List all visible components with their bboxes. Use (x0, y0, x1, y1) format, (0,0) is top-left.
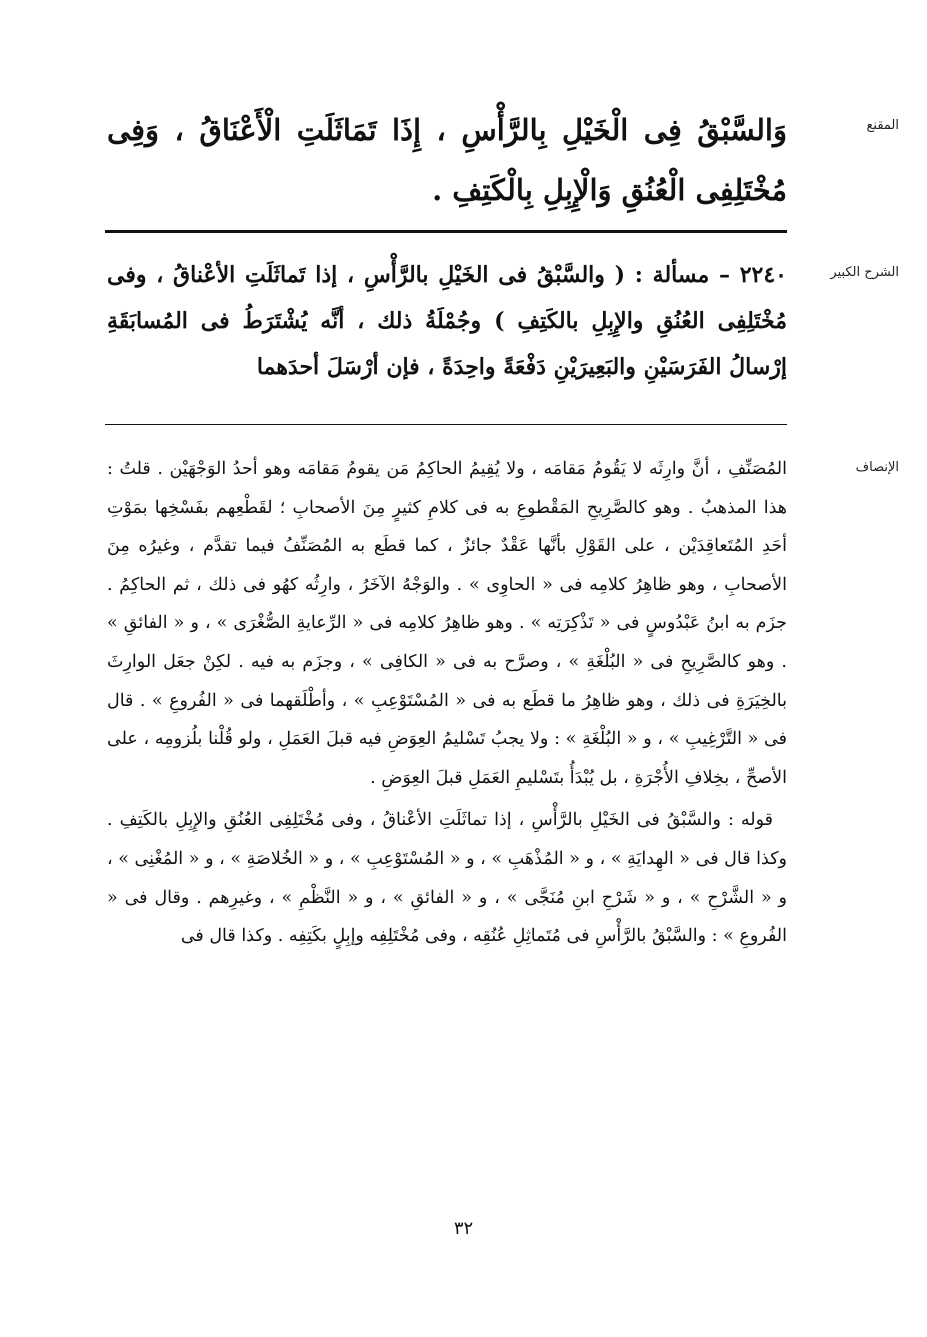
muqni-text: وَالسَّبْقُ فِى الْخَيْلِ بِالرَّأْسِ ، إِذَا تَمَاثَلَتِ الْأَعْنَاقُ ، وَفِى مُخْتَلِفِى الْعُنُقِ وَالْإِبِلِ بِالْكَتِفِ . (107, 113, 787, 207)
insaf-text (107, 450, 787, 956)
sharh-text (107, 252, 787, 390)
insaf-paragraph-1: المُصَنِّفِ ، أنَّ وارِثَه لا يَقُومُ مَقامَه ، ولا يُقِيمُ الحاكِمُ مَن يقومُ مَقامَه وهو أحدُ الوَجْهَيْن . قلتُ : هذا المذهبُ . وهو كالصَّرِيحِ المَقْطوعِ به فى كلامِ كثيرٍ مِنَ الأصحابِ ؛ لقَطْعِهم بفَسْخِها بمَوْتِ أحَدِ المُتَعاقِدَيْن ، على القَوْلِ بأنَّها عَقْدٌ جائزٌ ، كما قطَع به المُصَنِّفُ فيما تقدَّم ، وغيرُه مِنَ الأصحابِ ، وهو ظاهِرُ كلامِه فى « الحاوِى » . والوَجْهُ الآخَرُ ، وارِثُه كهُو فى ذلك ، ثم الحاكِمُ . جزَم به ابنُ عَبْدُوسٍ فى « تَذْكِرَتِه » . وهو ظاهِرُ كلامِه فى « الرِّعايةِ الصُّغْرَى » ، و « الفائقِ » . وهو كالصَّرِيحِ فى « البُلْغَةِ » ، وصرَّح به فى « الكافِى » ، وجزَم به فيه . لكِنْ جعَل الوارِثَ بالخِيَرَةِ فى ذلك ، وهو ظاهِرُ ما قطَع به فى « المُسْتَوْعِبِ » ، وأطْلَقهما فى « الفُروعِ » . قال فى « التَّرْغِيبِ » ، و « البُلْغَةِ » : ولا يجبُ تَسْليمُ العِوَضِ فيه قبلَ العَمَلِ ، ولو قُلْنا بلُزومِه ، على الأصحِّ ، بخِلافِ الأُجْرَةِ ، بل يُبْدَأُ بتَسْليمِ العَمَلِ قبلَ العِوَضِ . (107, 459, 787, 788)
sharh-body: – مسألة : ( والسَّبْقُ فى الخَيْلِ بالرَّأْسِ ، إذا تَماثَلَتِ الأعْناقُ ، وفى مُخْتَلِفِى العُنُقِ والإِبِلِ بالكَتِفِ ) وجُمْلَةُ ذلك ، أنَّه يُشْتَرَطُ فى المُسابَقَةِ إرْسالُ الفَرَسَيْنِ والبَعِيرَيْنِ دَفْعَةً واحِدَةً ، فإن أرْسَلَ أحدَهما (107, 262, 787, 380)
sharh-label: الشرح الكبير (830, 265, 899, 280)
page-number: ٣٢ (453, 1218, 474, 1239)
insaf-paragraph-2: قوله : والسَّبْقُ فى الخَيْلِ بالرَّأْسِ ، إذا تماثَلَتِ الأعْناقُ ، وفى مُخْتَلِفِى العُنُقِ والإِبِلِ بالكَتِفِ . وكذا قال فى « الهِدايَةِ » ، و « المُذْهَبِ » ، و « المُسْتَوْعِبِ » ، و « الخُلاصَةِ » ، و « المُغْنِى » ، و « الشَّرْحِ » ، و « شَرْحِ ابنِ مُنَجَّى » ، و « الفائقِ » ، و « النَّظْمِ » ، وغيرِهم . وقال فى « الفُروعِ » : والسَّبْقُ بالرَّأْسِ فى مُتَماثِلِ عُنُقِه ، وفى مُخْتَلِفِه وإبِلٍ بكَتِفِه . وكذا قال فى (107, 810, 787, 947)
sharh-divider (105, 424, 787, 425)
insaf-label: الإنصاف (855, 460, 899, 475)
muqni-label: المقنع (866, 118, 899, 133)
issue-number: ٢٢٤٠ (739, 262, 787, 288)
muqni-divider (105, 230, 787, 233)
